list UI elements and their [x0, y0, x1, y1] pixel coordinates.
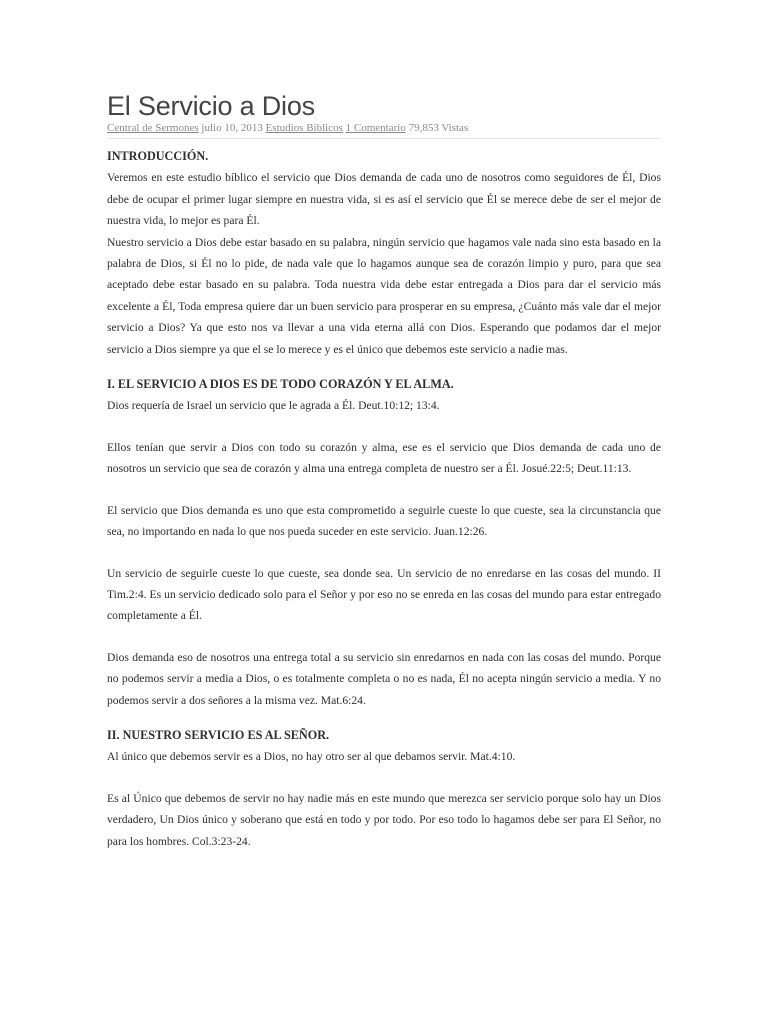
paragraph: Al único que debemos servir es a Dios, no hay otro ser al que debamos servir. Mat.4:10. — [107, 750, 516, 764]
comments-link[interactable]: 1 Comentario — [345, 122, 406, 134]
paragraph: Ellos tenían que servir a Dios con todo su corazón y alma, ese es el servicio que Dios demanda de cada uno de nosotros un servicio que sea de corazón y alma una entrega completa de nuestro ser a Él. Josué.22:5; Deut.11:13. — [107, 440, 661, 476]
paragraph: Dios demanda eso de nosotros una entrega total a su servicio sin enredarnos en nada con las cosas del mundo. Porque no podemos servir a media a Dios, o es totalmente completa o no es nada, Él no acepta ningún servicio a media. Y no podemos servir a dos señores a la misma vez. Mat.6:24. — [107, 650, 661, 707]
category-link[interactable]: Estudios Bíblicos — [265, 122, 343, 134]
section-heading: II. NUESTRO SERVICIO ES AL SEÑOR. — [107, 727, 330, 742]
article-body — [107, 146, 661, 852]
paragraph: Un servicio de seguirle cueste lo que cueste, sea donde sea. Un servicio de no enredarse en las cosas del mundo. II Tim.2:4. Es un servicio dedicado solo para el Señor y por eso no se enreda en las cosas del mundo para estar entregado completamente a Él. — [107, 566, 661, 623]
post-date: julio 10, 2013 — [201, 122, 263, 134]
article-meta — [107, 122, 661, 139]
paragraph: El servicio que Dios demanda es uno que esta comprometido a seguirle cueste lo que cueste, sea la circunstancia que sea, no importando en nada lo que nos pueda suceder en este servicio. Juan.12:26. — [107, 503, 661, 539]
article-title: El Servicio a Dios — [107, 91, 315, 121]
section-heading: I. EL SERVICIO A DIOS ES DE TODO CORAZÓN Y EL ALMA. — [107, 377, 454, 392]
paragraph: Nuestro servicio a Dios debe estar basado en su palabra, ningún servicio que hagamos vale nada sino esta basado en la palabra de Dios, si Él no lo pide, de nada vale que lo hagamos aunque sea de corazón limpio y puro, para que sea aceptado debe estar basado en su palabra. Toda nuestra vida debe estar entregada a Dios para dar el servicio más excelente a Él, Toda empresa quiere dar un buen servicio para prosperar en su empresa, ¿Cuánto más vale dar el mejor servicio a Dios? Ya que esto nos va llevar a una vida eterna allá con Dios. Esperando que podamos dar el mejor servicio a Dios siempre ya que el se lo merece y es el único que debemos este servicio a nadie mas. — [107, 235, 661, 356]
view-count: 79,853 Vistas — [408, 122, 469, 134]
intro-heading: INTRODUCCIÓN. — [107, 149, 209, 163]
paragraph: Veremos en este estudio bíblico el servicio que Dios demanda de cada uno de nosotros como seguidores de Él, Dios debe de ocupar el primer lugar siempre en nuestra vida, si es así el servicio que Él se merece debe de ser el mejor de nuestra vida, lo mejor es para Él. — [107, 171, 661, 228]
author-link[interactable]: Central de Sermones — [107, 122, 199, 134]
paragraph: Dios requería de Israel un servicio que le agrada a Él. Deut.10:12; 13:4. — [107, 399, 440, 413]
paragraph: Es al Único que debemos de servir no hay nadie más en este mundo que merezca ser servicio porque solo hay un Dios verdadero, Un Dios único y soberano que está en todo y por todo. Por eso todo lo hagamos debe ser para El Señor, no para los hombres. Col.3:23-24. — [107, 791, 661, 848]
